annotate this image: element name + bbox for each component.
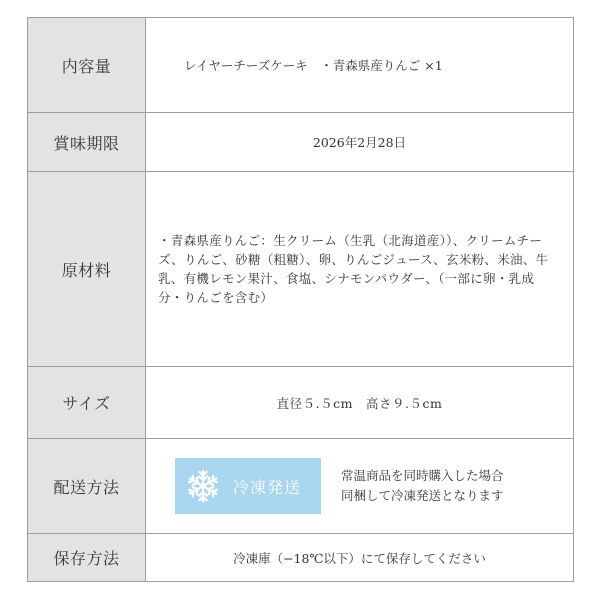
product-spec-table (27, 17, 574, 582)
delivery-value-cell (146, 439, 573, 533)
delivery-note-line1: 常温商品を同時購入した場合 (341, 468, 504, 483)
storage-value-cell (146, 534, 573, 581)
storage-value: 冷凍庫（−18℃以下）にて保存してください (233, 550, 486, 566)
expiry-value-cell (146, 113, 573, 171)
ingredients-label: 原材料 (28, 172, 146, 366)
expiry-label: 賞味期限 (28, 113, 146, 171)
delivery-label: 配送方法 (28, 439, 146, 533)
ingredients-value-cell (146, 172, 573, 366)
frozen-shipping-text: 冷凍発送 (233, 477, 302, 497)
storage-label: 保存方法 (28, 534, 146, 581)
size-value-cell (146, 367, 573, 438)
ingredients-value: ・青森県産りんご：生クリーム（生乳（北海道産））、クリームチーズ、りんご、砂糖（粗糖）、卵、りんごジュース、玄米粉、米油、牛乳、有機レモン果汁、食塩、シナモンパウダー、（一部に卵・乳成分・りんごを含む） (158, 233, 549, 305)
content-label: 内容量 (28, 18, 146, 112)
storage-row (28, 534, 573, 581)
expiry-value: 2026年2月28日 (312, 135, 407, 150)
content-value-cell (146, 18, 573, 112)
delivery-row (28, 439, 573, 534)
size-value: 直径５.５cm 高さ９.５cm (276, 395, 443, 411)
size-row (28, 367, 573, 439)
size-label: サイズ (28, 367, 146, 438)
expiry-row (28, 113, 573, 172)
content-row (28, 18, 573, 113)
content-value: レイヤーチーズケーキ ・青森県産りんご ×1 (184, 58, 443, 73)
delivery-note-line2: 同梱して冷凍発送となります (341, 488, 504, 503)
frozen-shipping-badge (175, 458, 321, 514)
ingredients-row (28, 172, 573, 367)
snowflake-icon (185, 468, 221, 504)
delivery-note (341, 466, 504, 506)
